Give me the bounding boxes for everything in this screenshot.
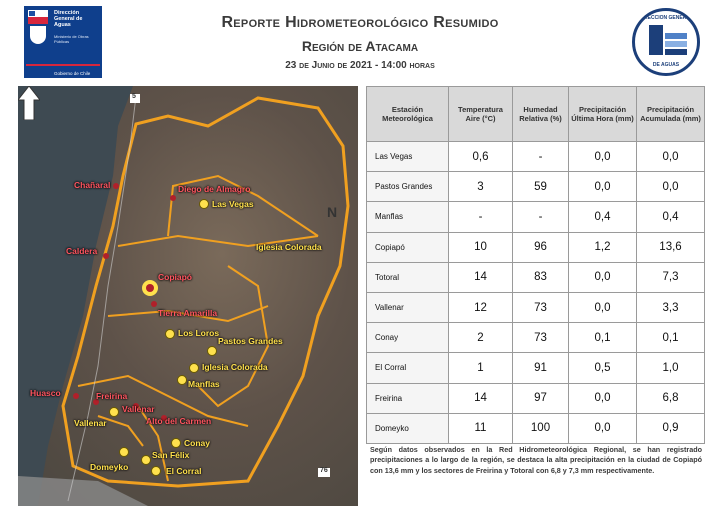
city-marker xyxy=(103,253,109,259)
cell-humidity: 73 xyxy=(513,323,569,353)
cell-precip-last-hour: 1,2 xyxy=(569,232,637,262)
report-title: Reporte Hidrometeorológico Resumido xyxy=(221,14,499,31)
station-label: Las Vegas xyxy=(212,199,254,209)
cell-station-name: Freirina xyxy=(367,383,449,413)
cell-station-name: Conay xyxy=(367,323,449,353)
cell-station-name: El Corral xyxy=(367,353,449,383)
station-marker xyxy=(200,200,209,209)
station-marker xyxy=(166,330,175,339)
table-row xyxy=(367,202,705,232)
cell-humidity: 83 xyxy=(513,262,569,292)
cell-humidity: 91 xyxy=(513,353,569,383)
cell-humidity: - xyxy=(513,202,569,232)
table-row xyxy=(367,353,705,383)
city-marker xyxy=(146,284,154,292)
header-humidity: Humedad Relativa (%) xyxy=(513,87,569,142)
cell-humidity: 59 xyxy=(513,172,569,202)
road-label: 76 xyxy=(320,467,328,474)
station-label: San Félix xyxy=(152,450,190,460)
cell-station-name: Copiapó xyxy=(367,232,449,262)
region-map xyxy=(18,86,358,506)
cell-precip-accumulated: 0,0 xyxy=(637,142,705,172)
cell-precip-last-hour: 0,1 xyxy=(569,323,637,353)
cell-station-name: Pastos Grandes xyxy=(367,172,449,202)
station-label: Iglesia Colorada xyxy=(256,242,322,252)
cell-temperature: 11 xyxy=(449,413,513,443)
station-marker xyxy=(120,448,129,457)
station-label: Manflas xyxy=(188,379,220,389)
cell-precip-last-hour: 0,5 xyxy=(569,353,637,383)
cell-precip-accumulated: 1,0 xyxy=(637,353,705,383)
cell-humidity: 100 xyxy=(513,413,569,443)
logo-org-name: Dirección General de Aguas xyxy=(54,10,83,28)
cell-station-name: Domeyko xyxy=(367,413,449,443)
logo-government: Gobierno de Chile xyxy=(54,71,91,76)
city-label: Chañaral xyxy=(74,180,111,190)
cell-precip-last-hour: 0,0 xyxy=(569,413,637,443)
city-label: Huasco xyxy=(30,388,61,398)
cell-temperature: 3 xyxy=(449,172,513,202)
cell-station-name: Manflas xyxy=(367,202,449,232)
summary-note: Según datos observados en la Red Hidrometeorológica Regional, se han registrado precipitaciones a lo largo de la región, se destaca la alta precipitación en la ciudad de Copiapó con 13,6 mm y los sectores de Freirina y Totoral con 6,8 y 7,3 mm respectivamente. xyxy=(370,445,702,475)
city-marker xyxy=(151,301,157,307)
header-precip-accumulated: Precipitación Acumulada (mm) xyxy=(637,87,705,142)
north-arrow-icon xyxy=(18,86,40,120)
cell-precip-last-hour: 0,4 xyxy=(569,202,637,232)
dga-logo xyxy=(24,6,102,78)
cell-precip-accumulated: 0,1 xyxy=(637,323,705,353)
city-marker xyxy=(170,195,176,201)
chile-flag-icon xyxy=(28,10,48,24)
cell-precip-accumulated: 7,3 xyxy=(637,262,705,292)
station-label: Los Loros xyxy=(178,328,220,338)
cell-precip-last-hour: 0,0 xyxy=(569,172,637,202)
station-data-table xyxy=(366,86,705,444)
station-marker xyxy=(190,364,199,373)
cell-precip-accumulated: 3,3 xyxy=(637,292,705,322)
header-precip-last-hour: Precipitación Última Hora (mm) xyxy=(569,87,637,142)
table-row xyxy=(367,262,705,292)
header-temperature: Temperatura Aire (°C) xyxy=(449,87,513,142)
table-row xyxy=(367,142,705,172)
dga-seal-logo: DIRECCION GENERAL DE AGUAS xyxy=(632,8,700,76)
neighbour-region-south xyxy=(18,476,148,506)
station-marker xyxy=(178,376,187,385)
station-label: Conay xyxy=(184,438,210,448)
station-marker xyxy=(110,408,119,417)
station-marker xyxy=(142,456,151,465)
ocean-area xyxy=(18,86,133,506)
station-label: El Corral xyxy=(166,466,202,476)
table-row xyxy=(367,383,705,413)
table-header-row xyxy=(367,87,705,142)
cell-temperature: 1 xyxy=(449,353,513,383)
city-marker xyxy=(73,393,79,399)
table-row xyxy=(367,232,705,262)
table-row xyxy=(367,172,705,202)
station-label: Domeyko xyxy=(90,462,129,472)
table-row xyxy=(367,413,705,443)
road-label: 5 xyxy=(132,93,136,100)
city-label: Freirina xyxy=(96,391,128,401)
report-region: Región de Atacama xyxy=(301,38,419,54)
cell-station-name: Las Vegas xyxy=(367,142,449,172)
station-marker xyxy=(152,467,161,476)
cell-precip-accumulated: 6,8 xyxy=(637,383,705,413)
city-label: Diego de Almagro xyxy=(178,184,251,194)
cell-temperature: 10 xyxy=(449,232,513,262)
cell-precip-last-hour: 0,0 xyxy=(569,142,637,172)
logo-ministry: Ministerio de Obras Públicas xyxy=(54,34,89,44)
city-marker xyxy=(113,183,119,189)
cell-temperature: 12 xyxy=(449,292,513,322)
city-label: Tierra Amarilla xyxy=(158,308,218,318)
station-label: Pastos Grandes xyxy=(218,336,283,346)
station-label: Iglesia Colorada xyxy=(202,362,268,372)
cell-temperature: 14 xyxy=(449,262,513,292)
table-row xyxy=(367,323,705,353)
cell-temperature: 2 xyxy=(449,323,513,353)
cell-temperature: - xyxy=(449,202,513,232)
cell-precip-accumulated: 0,4 xyxy=(637,202,705,232)
station-marker xyxy=(208,347,217,356)
station-label: Vallenar xyxy=(74,418,107,428)
report-date: 23 de Junio de 2021 - 14:00 horas xyxy=(285,60,435,71)
cell-station-name: Vallenar xyxy=(367,292,449,322)
cell-humidity: - xyxy=(513,142,569,172)
cell-precip-last-hour: 0,0 xyxy=(569,383,637,413)
city-label: Copiapó xyxy=(158,272,192,282)
cell-precip-accumulated: 13,6 xyxy=(637,232,705,262)
cell-precip-last-hour: 0,0 xyxy=(569,262,637,292)
cell-temperature: 0,6 xyxy=(449,142,513,172)
cell-humidity: 73 xyxy=(513,292,569,322)
city-label: Caldera xyxy=(66,246,98,256)
city-label: Vallenar xyxy=(122,404,155,414)
table-row xyxy=(367,292,705,322)
cell-station-name: Totoral xyxy=(367,262,449,292)
cell-precip-accumulated: 0,9 xyxy=(637,413,705,443)
cell-temperature: 14 xyxy=(449,383,513,413)
cell-humidity: 96 xyxy=(513,232,569,262)
cell-precip-accumulated: 0,0 xyxy=(637,172,705,202)
cell-precip-last-hour: 0,0 xyxy=(569,292,637,322)
city-label: Alto del Carmen xyxy=(146,416,212,426)
station-marker xyxy=(172,439,181,448)
north-label: N xyxy=(327,204,338,220)
cell-humidity: 97 xyxy=(513,383,569,413)
coat-of-arms-icon xyxy=(30,26,46,44)
header-station: Estación Meteorológica xyxy=(367,87,449,142)
